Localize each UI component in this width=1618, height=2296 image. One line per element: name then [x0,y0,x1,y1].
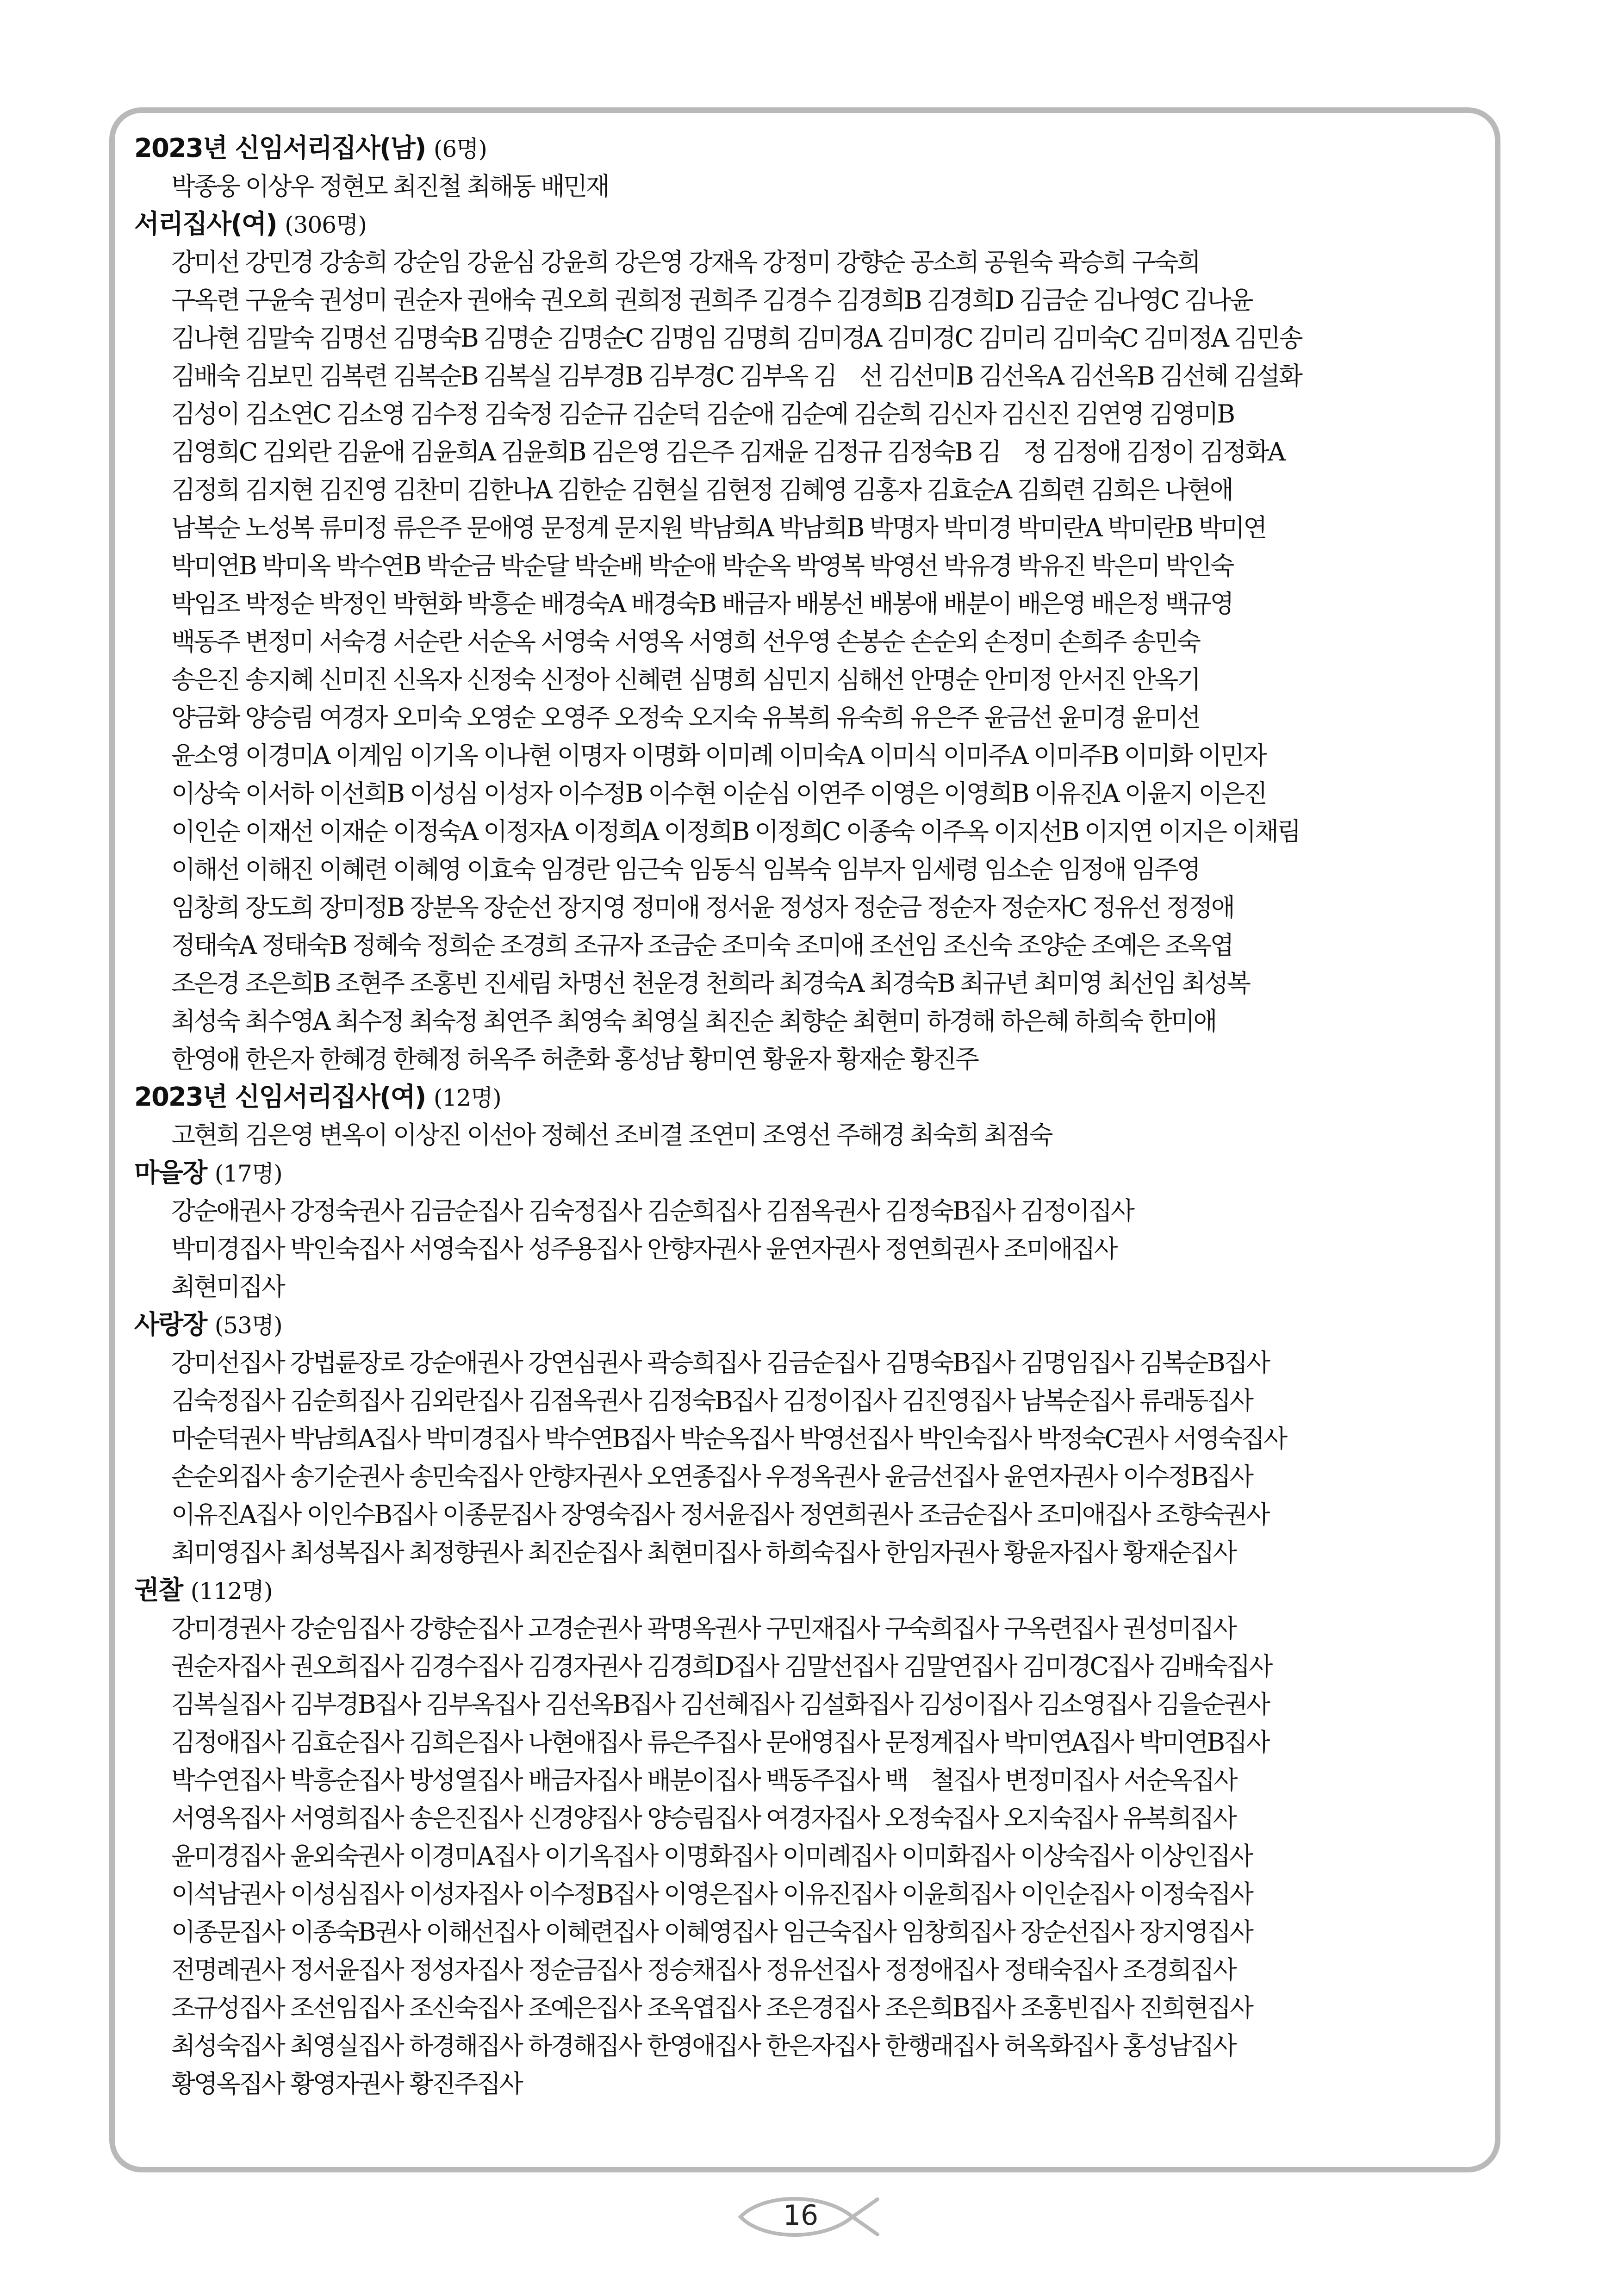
name-list-line: 윤소영 이경미A 이계임 이기옥 이나현 이명자 이명화 이미례 이미숙A 이미식 이미주A 이미주B 이미화 이민자 [171,741,1266,770]
name-list-line: 양금화 양승림 여경자 오미숙 오영순 오영주 오정숙 오지숙 유복희 유숙희 유은주 윤금선 윤미경 윤미선 [171,703,1200,732]
section-village-leaders [134,1154,1486,1306]
section-count: (112명) [190,1578,273,1605]
name-list-line: 고현희 김은영 변옥이 이상진 이선아 정혜선 조비결 조연미 조영선 주해경 최숙희 최점숙 [171,1120,1052,1150]
section-title: 2023년 신임서리집사(여) [134,1082,426,1112]
section-count: (6명) [433,136,487,162]
name-list-line: 강순애권사 강정숙권사 김금순집사 김숙정집사 김순희집사 김점옥권사 김정숙B집사 김정이집사 [171,1196,1133,1226]
name-list-line: 강미선집사 강법륜장로 강순애권사 강연심권사 곽승희집사 김금순집사 김명숙B집사 김명임집사 김복순B집사 [171,1348,1269,1377]
name-list-line: 조규성집사 조선임집사 조신숙집사 조예은집사 조옥엽집사 조은경집사 조은희B집사 조홍빈집사 진희현집사 [171,1993,1252,2022]
page-number-badge [731,2189,889,2245]
name-list-line: 박임조 박정순 박정인 박현화 박흥순 배경숙A 배경숙B 배금자 배봉선 배봉애 배분이 배은영 배은정 백규영 [171,589,1233,618]
name-list-line: 전명례권사 정서윤집사 정성자집사 정순금집사 정승채집사 정유선집사 정정애집사 정태숙집사 조경희집사 [171,1955,1236,1985]
section-heading [134,1078,1486,1116]
section-count: (306명) [285,212,367,238]
section-heading [134,205,1486,243]
name-list-line: 마순덕권사 박남희A집사 박미경집사 박수연B집사 박순옥집사 박영선집사 박인숙집사 박정숙C권사 서영숙집사 [171,1424,1286,1453]
section-title: 2023년 신임서리집사(남) [134,133,426,163]
name-list-line: 이종문집사 이종숙B권사 이해선집사 이혜련집사 이혜영집사 임근숙집사 임창희집사 장순선집사 장지영집사 [171,1917,1252,1947]
name-list-line: 권순자집사 권오희집사 김경수집사 김경자권사 김경희D집사 김말선집사 김말연집사 김미경C집사 김배숙집사 [171,1652,1271,1681]
section-title: 서리집사(여) [134,209,277,239]
name-list-line: 김정애집사 김효순집사 김희은집사 나현애집사 류은주집사 문애영집사 문정계집사 박미연A집사 박미연B집사 [171,1728,1269,1757]
name-list-line: 정태숙A 정태숙B 정혜숙 정희순 조경희 조규자 조금순 조미숙 조미애 조선임 조신숙 조양순 조예은 조옥엽 [171,931,1233,960]
section-heading [134,1572,1486,1610]
name-list-line: 김나현 김말숙 김명선 김명숙B 김명순 김명순C 김명임 김명희 김미경A 김미경C 김미리 김미숙C 김미정A 김민송 [171,324,1302,353]
name-list-line: 김정희 김지현 김진영 김찬미 김한나A 김한순 김현실 김현정 김혜영 김홍자 김효순A 김희련 김희은 나현애 [171,475,1232,504]
name-list-line: 송은진 송지혜 신미진 신옥자 신정숙 신정아 신혜련 심명희 심민지 심해선 안명순 안미정 안서진 안옥기 [171,665,1200,694]
name-list-line: 한영애 한은자 한혜경 한혜정 허옥주 허춘화 홍성남 황미연 황윤자 황재순 황진주 [171,1045,978,1074]
section-count: (12명) [433,1084,501,1111]
name-list-line: 박미연B 박미옥 박수연B 박순금 박순달 박순배 박순애 박순옥 박영복 박영선 박유경 박유진 박은미 박인숙 [171,551,1233,580]
name-list-line: 김영희C 김외란 김윤애 김윤희A 김윤희B 김은영 김은주 김재윤 김정규 김정숙B 김 정 김정애 김정이 김정화A [171,437,1284,467]
name-list-line: 박종웅 이상우 정현모 최진철 최해동 배민재 [171,172,609,201]
section-deacons-female [134,205,1486,1078]
name-list-line: 임창희 장도희 장미정B 장분옥 장순선 장지영 정미애 정서윤 정성자 정순금 정순자 정순자C 정유선 정정애 [171,893,1234,922]
section-love-leaders [134,1306,1486,1572]
section-new-deacons-male [134,130,1486,205]
name-list-line: 강미경권사 강순임집사 강향순집사 고경순권사 곽명옥권사 구민재집사 구숙희집사 구옥련집사 권성미집사 [171,1614,1236,1643]
name-list-line: 최성숙집사 최영실집사 하경해집사 하경해집사 한영애집사 한은자집사 한행래집사 허옥화집사 홍성남집사 [171,2031,1236,2060]
section-count: (53명) [214,1312,282,1339]
section-heading [134,1154,1486,1192]
name-list-line: 최현미집사 [171,1272,284,1301]
page-number: 16 [783,2199,819,2232]
section-title: 권찰 [134,1575,183,1605]
name-list-line: 조은경 조은희B 조현주 조홍빈 진세림 차명선 천운경 천희라 최경숙A 최경숙B 최규년 최미영 최선임 최성복 [171,969,1250,998]
name-list-line: 김성이 김소연C 김소영 김수정 김숙정 김순규 김순덕 김순애 김순예 김순희 김신자 김신진 김연영 김영미B [171,399,1234,429]
name-list-line: 김배숙 김보민 김복련 김복순B 김복실 김부경B 김부경C 김부옥 김 선 김선미B 김선옥A 김선옥B 김선혜 김설화 [171,361,1301,391]
section-new-deacons-female [134,1078,1486,1154]
section-exhorters [134,1572,1486,2103]
name-list-line: 이상숙 이서하 이선희B 이성심 이성자 이수정B 이수현 이순심 이연주 이영은 이영희B 이유진A 이윤지 이은진 [171,779,1266,808]
name-list-line: 이인순 이재선 이재순 이정숙A 이정자A 이정희A 이정희B 이정희C 이종숙 이주옥 이지선B 이지연 이지은 이채림 [171,817,1300,846]
name-list-line: 윤미경집사 윤외숙권사 이경미A집사 이기옥집사 이명화집사 이미례집사 이미화집사 이상숙집사 이상인집사 [171,1842,1252,1871]
name-list-line: 구옥련 구윤숙 권성미 권순자 권애숙 권오희 권희정 권희주 김경수 김경희B 김경희D 김금순 김나영C 김나윤 [171,286,1252,315]
name-list-line: 서영옥집사 서영희집사 송은진집사 신경양집사 양승림집사 여경자집사 오정숙집사 오지숙집사 유복희집사 [171,1804,1236,1833]
name-list-line: 황영옥집사 황영자권사 황진주집사 [171,2069,522,2098]
section-count: (17명) [214,1160,282,1187]
name-list-line: 이석남권사 이성심집사 이성자집사 이수정B집사 이영은집사 이유진집사 이윤희집사 이인순집사 이정숙집사 [171,1879,1252,1909]
name-list-line: 김복실집사 김부경B집사 김부옥집사 김선옥B집사 김선혜집사 김설화집사 김성이집사 김소영집사 김을순권사 [171,1690,1269,1719]
name-list-line: 최성숙 최수영A 최수정 최숙정 최연주 최영숙 최영실 최진순 최향순 최현미 하경해 하은혜 하희숙 한미애 [171,1007,1216,1036]
section-heading [134,130,1486,168]
name-list-line: 강미선 강민경 강송희 강순임 강윤심 강윤희 강은영 강재옥 강정미 강향순 공소희 공원숙 곽승희 구숙희 [171,248,1200,277]
name-list-line: 최미영집사 최성복집사 최정향권사 최진순집사 최현미집사 하희숙집사 한임자권사 황윤자집사 황재순집사 [171,1538,1236,1567]
section-title: 사랑장 [134,1310,207,1340]
name-list-line: 박수연집사 박흥순집사 방성열집사 배금자집사 배분이집사 백동주집사 백 철집사 변정미집사 서순옥집사 [171,1766,1237,1795]
section-heading [134,1306,1486,1344]
name-list-line: 이유진A집사 이인수B집사 이종문집사 장영숙집사 정서윤집사 정연희권사 조금순집사 조미애집사 조향숙권사 [171,1500,1269,1529]
member-list-content [134,130,1486,2103]
name-list-line: 손순외집사 송기순권사 송민숙집사 안향자권사 오연종집사 우정옥권사 윤금선집사 윤연자권사 이수정B집사 [171,1462,1252,1491]
name-list-line: 남복순 노성복 류미정 류은주 문애영 문정계 문지원 박남희A 박남희B 박명자 박미경 박미란A 박미란B 박미연 [171,513,1266,542]
name-list-line: 김숙정집사 김순희집사 김외란집사 김점옥권사 김정숙B집사 김정이집사 김진영집사 남복순집사 류래동집사 [171,1386,1252,1415]
name-list-line: 이해선 이해진 이혜련 이혜영 이효숙 임경란 임근숙 임동식 임복숙 임부자 임세령 임소순 임정애 임주영 [171,855,1200,884]
name-list-line: 백동주 변정미 서숙경 서순란 서순옥 서영숙 서영옥 서영희 선우영 손봉순 손순외 손정미 손희주 송민숙 [171,627,1200,656]
section-title: 마을장 [134,1158,207,1188]
name-list-line: 박미경집사 박인숙집사 서영숙집사 성주용집사 안향자권사 윤연자권사 정연희권사 조미애집사 [171,1234,1117,1263]
